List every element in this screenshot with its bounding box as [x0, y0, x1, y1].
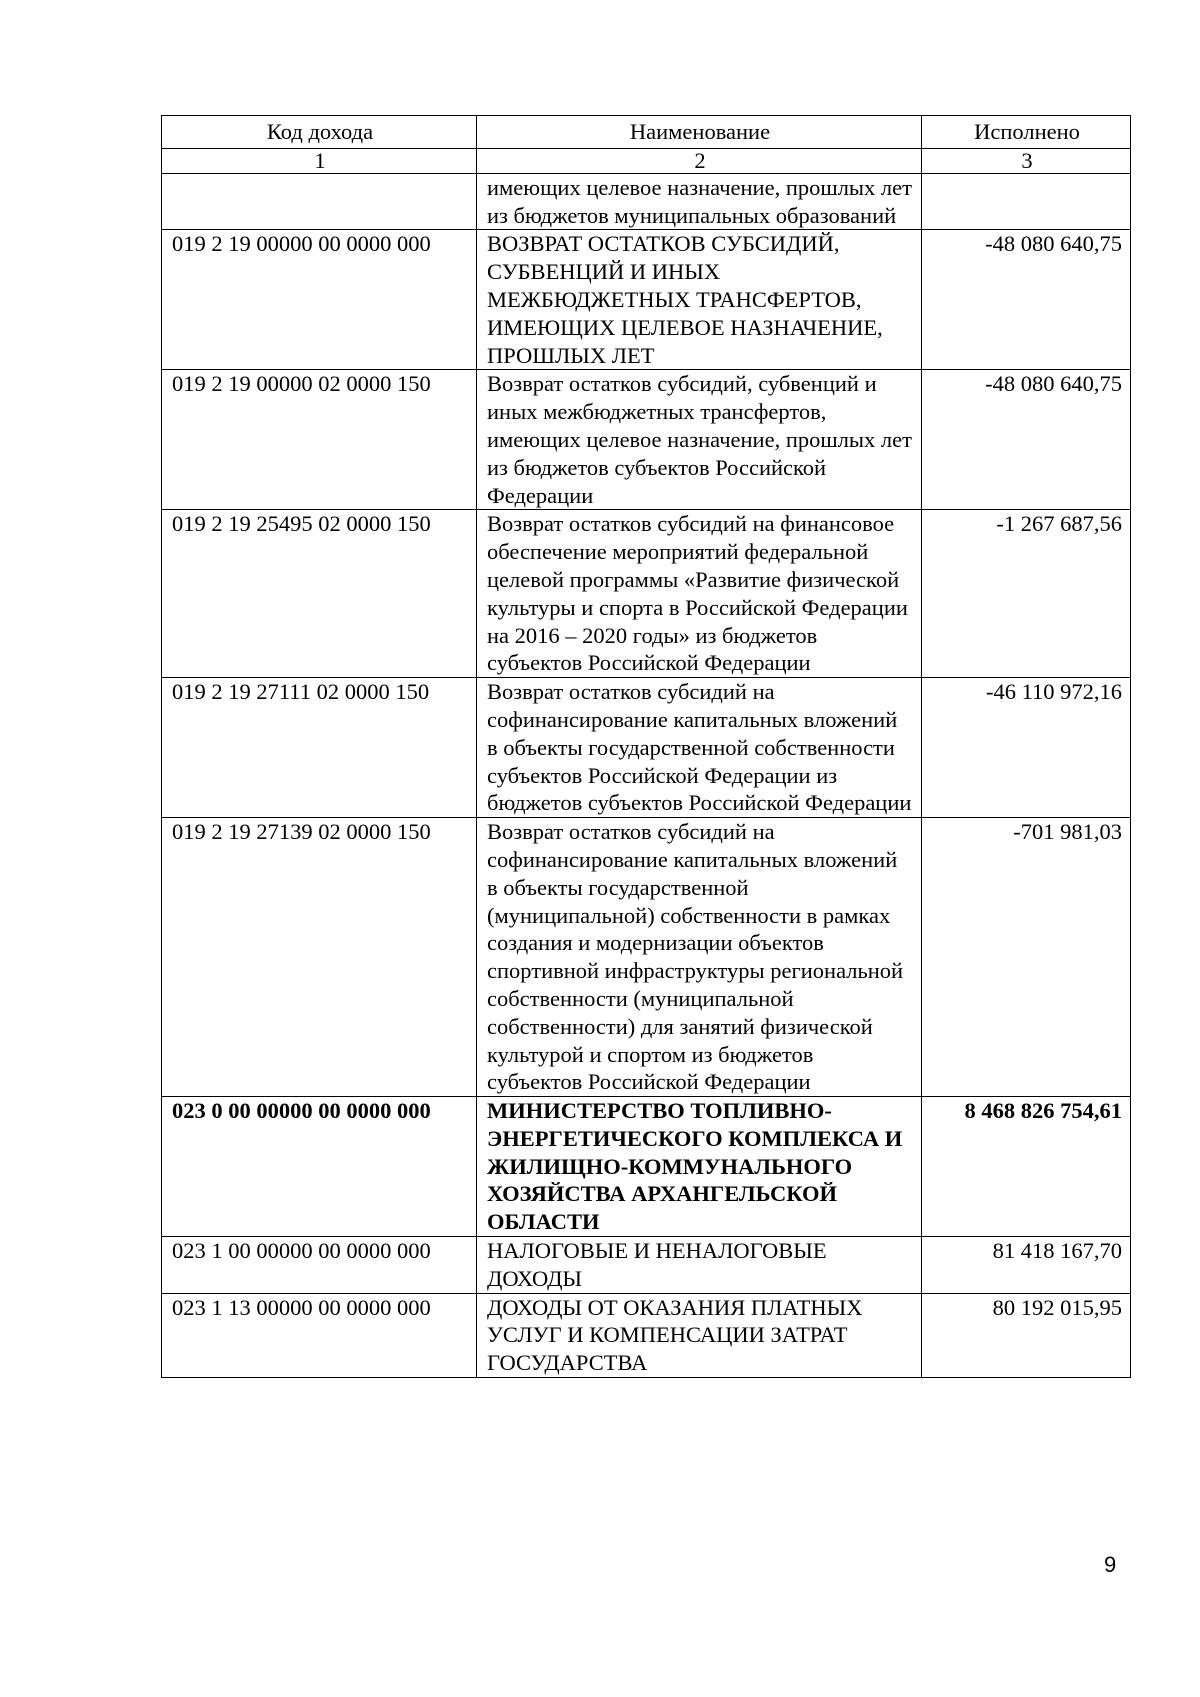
row-code: 023 1 13 00000 00 0000 000: [162, 1293, 477, 1377]
row-amount: -48 080 640,75: [922, 230, 1131, 370]
row-code: 019 2 19 27111 02 0000 150: [162, 678, 477, 818]
row-code: 019 2 19 25495 02 0000 150: [162, 510, 477, 678]
row-code: 023 1 00 00000 00 0000 000: [162, 1237, 477, 1294]
row-name: имеющих целевое назначение, прошлых лет из бюджетов муниципальных образований: [477, 173, 922, 230]
row-name: ДОХОДЫ ОТ ОКАЗАНИЯ ПЛАТНЫХ УСЛУГ И КОМПЕНСАЦИИ ЗАТРАТ ГОСУДАРСТВА: [477, 1293, 922, 1377]
table-row: [162, 230, 1131, 370]
table-row: [162, 1293, 1131, 1377]
row-amount: 8 468 826 754,61: [922, 1097, 1131, 1237]
table-header-row: [162, 116, 1131, 149]
revenue-table: [161, 115, 1131, 1378]
column-number-3: 3: [922, 148, 1131, 173]
table-row: [162, 173, 1131, 230]
row-name: НАЛОГОВЫЕ И НЕНАЛОГОВЫЕ ДОХОДЫ: [477, 1237, 922, 1294]
column-number-2: 2: [477, 148, 922, 173]
header-executed: Исполнено: [922, 116, 1131, 149]
page-number: 9: [1104, 1552, 1117, 1577]
header-code: Код дохода: [162, 116, 477, 149]
row-name: ВОЗВРАТ ОСТАТКОВ СУБСИДИЙ, СУБВЕНЦИЙ И ИНЫХ МЕЖБЮДЖЕТНЫХ ТРАНСФЕРТОВ, ИМЕЮЩИХ ЦЕЛЕВОЕ НАЗНАЧЕНИЕ, ПРОШЛЫХ ЛЕТ: [477, 230, 922, 370]
row-name: Возврат остатков субсидий, субвенций и иных межбюджетных трансфертов, имеющих целевое назначение, прошлых лет из бюджетов субъектов Российской Федерации: [477, 370, 922, 510]
table-row: [162, 370, 1131, 510]
table-row: [162, 510, 1131, 678]
row-amount: 81 418 167,70: [922, 1237, 1131, 1294]
row-amount: 80 192 015,95: [922, 1293, 1131, 1377]
table-row-ministry-total: [162, 1097, 1131, 1237]
row-amount: -46 110 972,16: [922, 678, 1131, 818]
row-amount: -701 981,03: [922, 818, 1131, 1097]
row-code: 019 2 19 00000 02 0000 150: [162, 370, 477, 510]
row-code: 019 2 19 27139 02 0000 150: [162, 818, 477, 1097]
row-amount: -1 267 687,56: [922, 510, 1131, 678]
row-name: Возврат остатков субсидий на софинансирование капитальных вложений в объекты государственной (муниципальной) собственности в рамках создания и модернизации объектов спортивной инфраструктуры региональной собственности (муниципальной собственности) для занятий физической культурой и спортом из бюджетов субъектов Российской Федерации: [477, 818, 922, 1097]
row-code: [162, 173, 477, 230]
row-amount: [922, 173, 1131, 230]
column-number-row: [162, 148, 1131, 173]
table-row: [162, 678, 1131, 818]
row-code: 019 2 19 00000 00 0000 000: [162, 230, 477, 370]
row-name: Возврат остатков субсидий на софинансирование капитальных вложений в объекты государственной собственности субъектов Российской Федерации из бюджетов субъектов Российской Федерации: [477, 678, 922, 818]
row-name: МИНИСТЕРСТВО ТОПЛИВНО-ЭНЕРГЕТИЧЕСКОГО КОМПЛЕКСА И ЖИЛИЩНО-КОММУНАЛЬНОГО ХОЗЯЙСТВА АРХАНГЕЛЬСКОЙ ОБЛАСТИ: [477, 1097, 922, 1237]
row-code: 023 0 00 00000 00 0000 000: [162, 1097, 477, 1237]
column-number-1: 1: [162, 148, 477, 173]
header-name: Наименование: [477, 116, 922, 149]
table-row: [162, 818, 1131, 1097]
table-row: [162, 1237, 1131, 1294]
row-name: Возврат остатков субсидий на финансовое обеспечение мероприятий федеральной целевой программы «Развитие физической культуры и спорта в Российской Федерации на 2016 – 2020 годы» из бюджетов субъектов Российской Федерации: [477, 510, 922, 678]
row-amount: -48 080 640,75: [922, 370, 1131, 510]
